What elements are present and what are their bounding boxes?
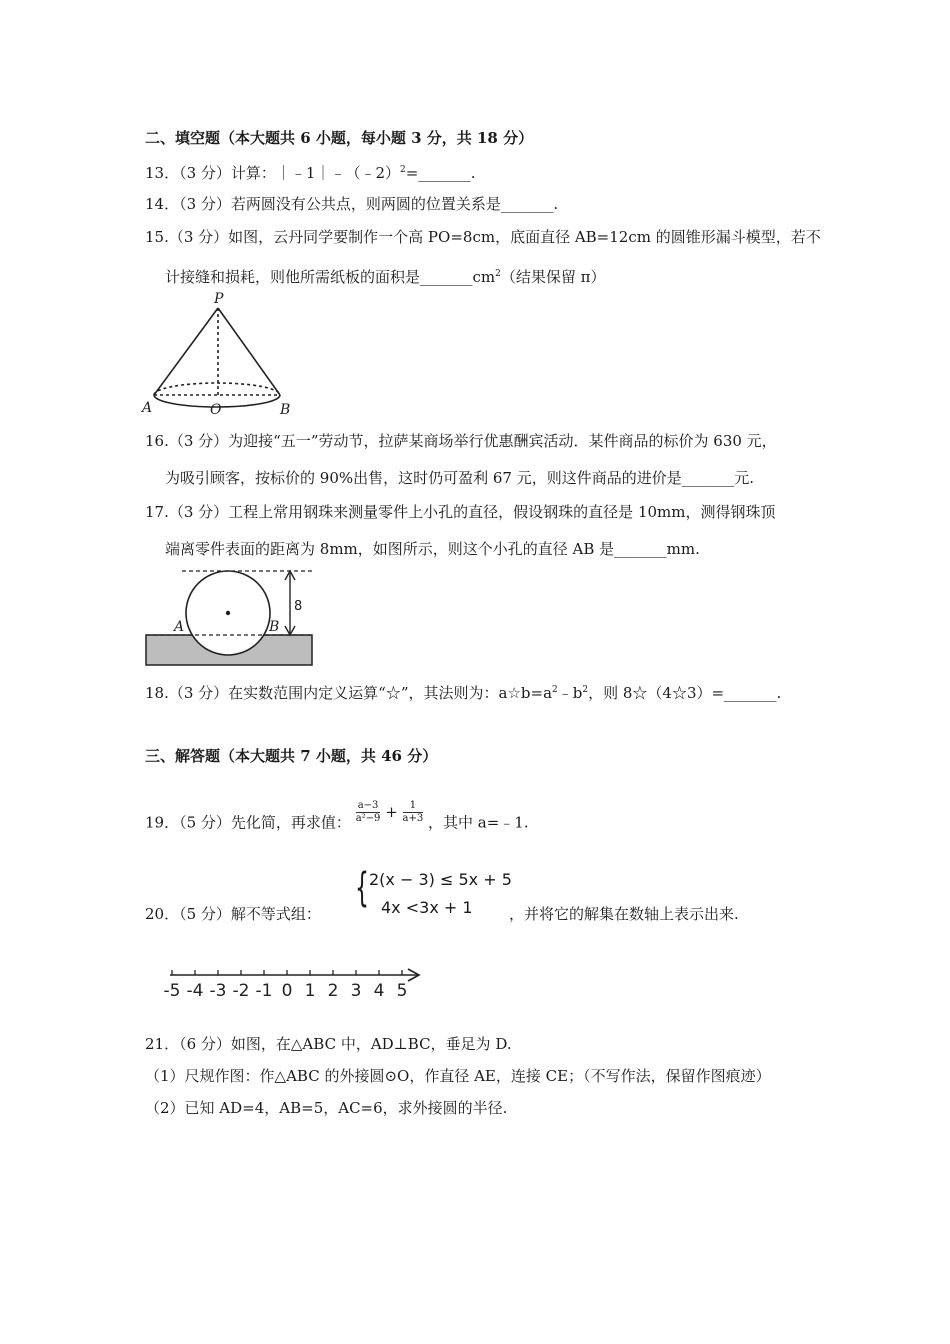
question-21-part2: （2）已知 AD=4，AB=5，AC=6，求外接圆的半径. — [145, 1099, 508, 1117]
question-17-line2: 端离零件表面的距离为 8mm，如图所示，则这个小孔的直径 AB 是_______mm. — [165, 540, 700, 558]
cone-figure — [140, 288, 300, 418]
question-14: 14．（3 分）若两圆没有公共点，则两圆的位置关系是_______. — [145, 195, 559, 213]
cone-base-back — [154, 383, 280, 395]
label-b: B — [280, 402, 291, 418]
question-17-line1: 17.（3 分）工程上常用钢珠来测量零件上小孔的直径，假设钢珠的直径是 10mm，测得钢珠顶 — [145, 503, 776, 521]
number-line-tick-label: -2 — [232, 981, 250, 1001]
label-o: O — [210, 402, 222, 418]
number-line-tick-label: 2 — [327, 981, 339, 1001]
fraction-2: $\frac{1}{a+3}$ — [402, 800, 424, 824]
question-19: 19．（5 分）先化简，再求值： $\frac{a-3}{\text{a²−9}}$ + $\frac{1}{a+3}$ ，其中 a=﹣1. — [145, 800, 529, 832]
question-13: 13．（3 分）计算：｜﹣1｜﹣（﹣2）$^2$=_______. — [145, 164, 476, 182]
number-line-tick-label: 0 — [281, 981, 293, 1001]
steel-ball-figure — [140, 564, 320, 670]
inequality-2: 4x <3x + 1 — [381, 898, 473, 917]
cone-slant-left — [154, 308, 218, 395]
number-line-tick-label: -5 — [163, 981, 181, 1001]
question-16-line2: 为吸引顾客，按标价的 90%出售，这时仍可盈利 67 元，则这件商品的进价是_______元. — [165, 469, 755, 487]
question-16-line1: 16.（3 分）为迎接“五一”劳动节，拉萨某商场举行优惠酬宾活动．某件商品的标价为 630 元， — [145, 432, 777, 450]
number-line-tick-label: 4 — [373, 981, 385, 1001]
number-line-tick-label: 5 — [396, 981, 408, 1001]
label-height: 8 — [294, 599, 303, 614]
question-15-line2: 计接缝和损耗，则他所需纸板的面积是$\_\_\_\_\_\_\_cm^2$（结果保留 π） — [165, 268, 606, 286]
cone-slant-right — [218, 308, 280, 395]
question-21-part1: （1）尺规作图：作△ABC 的外接圆⊙O，作直径 AE，连接 CE；（不写作法，保留作图痕迹） — [145, 1067, 771, 1085]
question-18: 18.（3 分）在实数范围内定义运算“☆”，其法则为：$a☆b=a^2﹣b^2$，则 8☆（4☆3）=_______. — [145, 684, 782, 702]
question-20-suffix: ，并将它的解集在数轴上表示出来. — [509, 905, 739, 923]
label-p: P — [214, 291, 224, 307]
fraction-1: $\frac{a-3}{\text{a²−9}}$ — [355, 800, 381, 824]
section-heading-fill-blank: 二、填空题（本大题共 6 小题，每小题 3 分，共 18 分） — [145, 129, 534, 147]
question-15-line1: 15.（3 分）如图，云丹同学要制作一个高 PO=8cm，底面直径 AB=12cm 的圆锥形漏斗模型，若不 — [145, 228, 821, 246]
number-line-tick-label: -1 — [255, 981, 273, 1001]
label-b: B — [269, 619, 280, 635]
number-line-tick-label: -4 — [186, 981, 204, 1001]
number-line-tick-label: 3 — [350, 981, 362, 1001]
plus-sign: + — [385, 802, 398, 821]
number-line-tick-label: -3 — [209, 981, 227, 1001]
brace: { — [355, 865, 369, 911]
inequality-1: 2(x − 3) ≤ 5x + 5 — [369, 870, 512, 889]
ball-center-dot — [226, 611, 230, 615]
label-a: A — [142, 400, 153, 416]
question-20-prefix: 20．（5 分）解不等式组： — [145, 905, 321, 923]
question-21-line1: 21．（6 分）如图，在△ABC 中，AD⊥BC，垂足为 D. — [145, 1035, 512, 1053]
number-line-tick-label: 1 — [304, 981, 316, 1001]
section-heading-answer: 三、解答题（本大题共 7 小题，共 46 分） — [145, 747, 438, 765]
label-a: A — [174, 619, 185, 635]
number-line — [160, 962, 430, 1002]
